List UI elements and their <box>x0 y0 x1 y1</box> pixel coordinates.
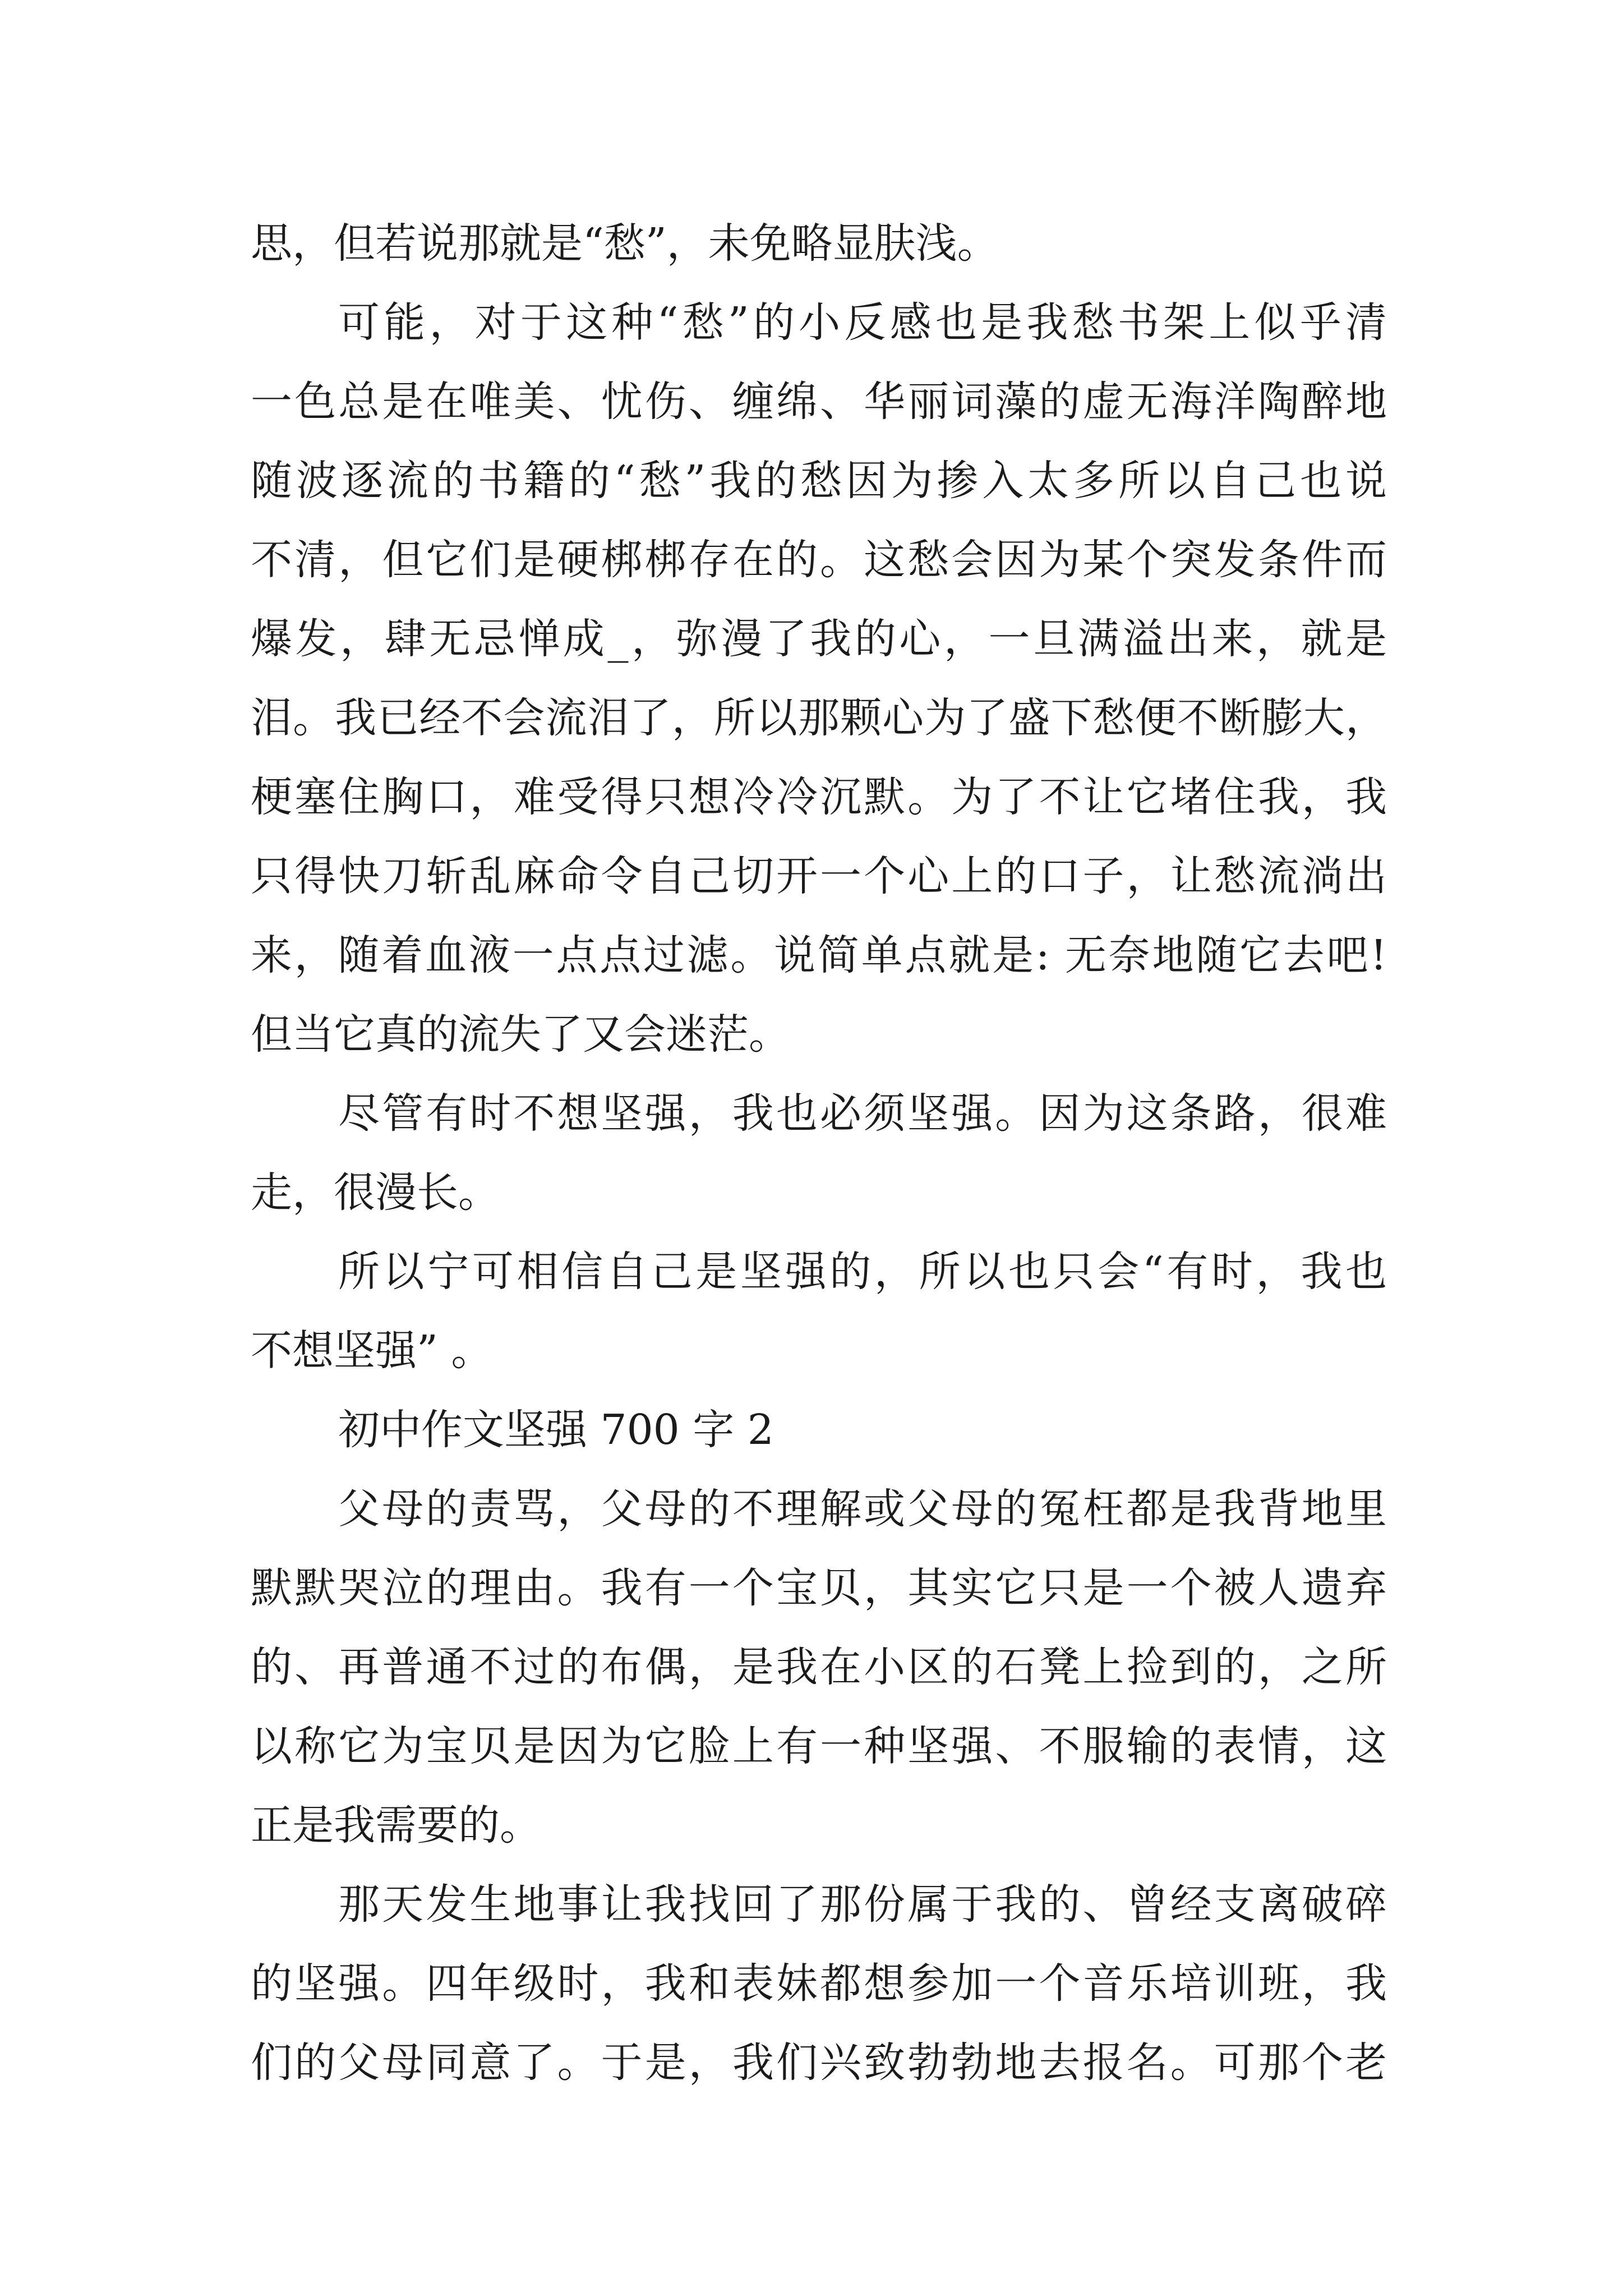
paragraph <box>251 283 1387 1074</box>
text-line: 梗塞住胸口，难受得只想冷冷沉默。为了不让它堵住我，我 <box>251 773 1387 821</box>
text-line: 不清，但它们是硬梆梆存在的。这愁会因为某个突发条件而 <box>251 536 1387 584</box>
text-line: 们的父母同意了。于是，我们兴致勃勃地去报名。可那个老 <box>251 2039 1387 2087</box>
text-line: 所以宁可相信自己是坚强的，所以也只会“有时，我也 <box>338 1248 1387 1296</box>
text-line: 一色总是在唯美、忧伤、缠绵、华丽词藻的虚无海洋陶醉地 <box>251 378 1387 426</box>
text-line: 随波逐流的书籍的“愁”我的愁因为掺入太多所以自己也说 <box>251 457 1387 505</box>
text-line: 走，很漫长。 <box>251 1168 500 1217</box>
text-line: 那天发生地事让我找回了那份属于我的、曾经支离破碎 <box>338 1880 1387 1929</box>
text-line: 只得快刀斩乱麻命令自己切开一个心上的口子，让愁流淌出 <box>251 852 1387 900</box>
paragraph <box>251 1074 1387 1232</box>
text-line: 思，但若说那就是“愁”，未免略显肤浅。 <box>251 219 999 268</box>
text-line: 来，随着血液一点点过滤。说简单点就是: 无奈地随它去吧! <box>251 931 1387 979</box>
paragraph <box>251 1865 1387 2102</box>
paragraph <box>251 204 1387 283</box>
text-line: 的、再普通不过的布偶，是我在小区的石凳上捡到的，之所 <box>251 1643 1387 1691</box>
text-line: 但当它真的流失了又会迷茫。 <box>251 1010 790 1059</box>
text-line: 尽管有时不想坚强，我也必须坚强。因为这条路，很难 <box>338 1089 1387 1138</box>
document-page <box>251 204 1387 2102</box>
text-line: 可能，对于这种“愁”的小反感也是我愁书架上似乎清 <box>338 298 1387 347</box>
text-line: 爆发，肆无忌惮成_，弥漫了我的心，一旦满溢出来，就是 <box>251 615 1387 663</box>
section-heading <box>251 1391 1387 1470</box>
paragraph <box>251 1470 1387 1865</box>
text-line: 泪。我已经不会流泪了，所以那颗心为了盛下愁便不断膨大， <box>251 694 1387 742</box>
text-line: 正是我需要的。 <box>251 1801 541 1849</box>
text-line: 父母的责骂，父母的不理解或父母的冤枉都是我背地里 <box>338 1485 1387 1533</box>
paragraph <box>251 1232 1387 1391</box>
text-line: 的坚强。四年级时，我和表妹都想参加一个音乐培训班，我 <box>251 1959 1387 2008</box>
text-line: 不想坚强” 。 <box>251 1327 493 1375</box>
text-line: 以称它为宝贝是因为它脸上有一种坚强、不服输的表情，这 <box>251 1722 1387 1770</box>
text-line: 默默哭泣的理由。我有一个宝贝，其实它只是一个被人遗弃 <box>251 1564 1387 1612</box>
heading-text: 初中作文坚强 700 字 2 <box>338 1406 774 1454</box>
